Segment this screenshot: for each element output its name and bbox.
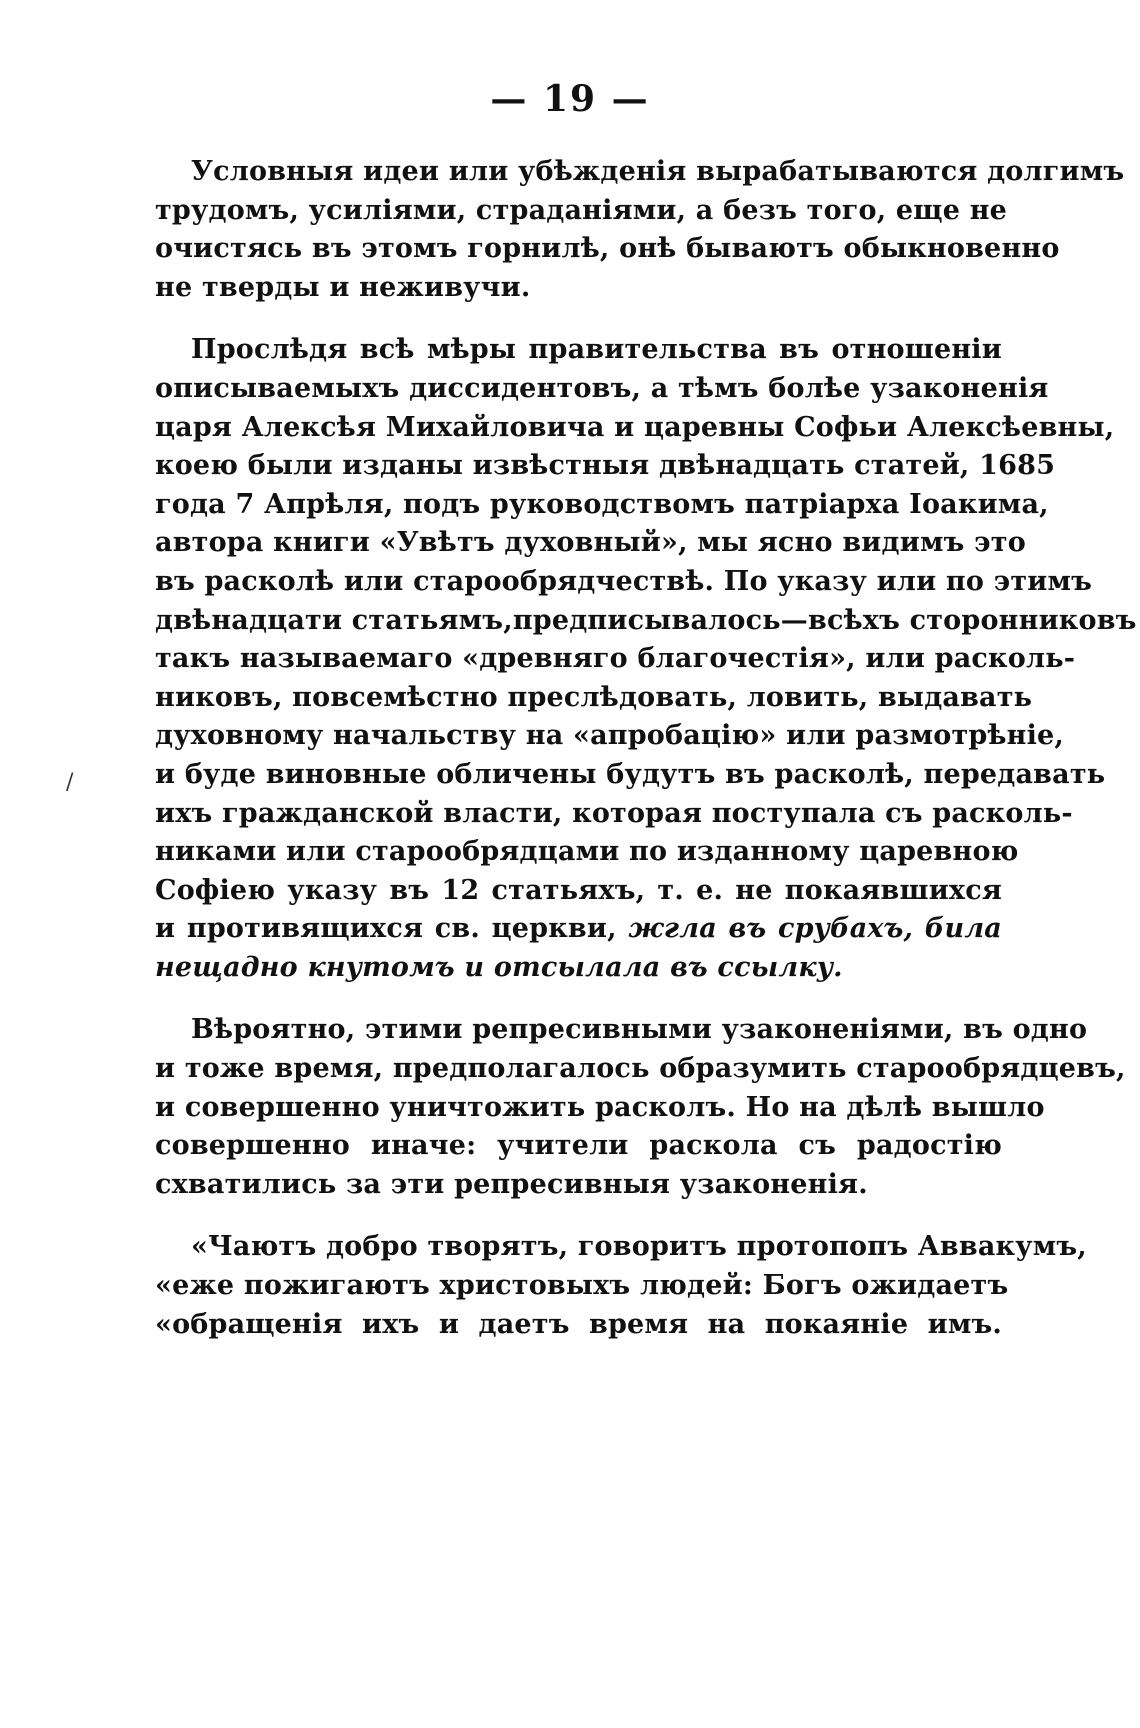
page-number: — 19 — — [490, 78, 650, 120]
text-line: Условныя идеи или убѣжденія вырабатываются долгимъ — [191, 156, 1125, 187]
text-line: очистясь въ этомъ горнилѣ, онѣ бываютъ обыкновенно — [155, 233, 1060, 265]
text-line: трудомъ, усиліями, страданіями, а безъ того, еще не — [155, 194, 1008, 226]
text-line-plain: и противящихся св. церкви, — [155, 913, 617, 945]
text-line: «обращенія ихъ и даетъ время на покаяніе имъ. — [155, 1308, 1002, 1340]
text-block — [155, 153, 1137, 1368]
text-line: царя Алексѣя Михайловича и царевны Софьи Алексѣевны, — [155, 411, 1115, 443]
text-line — [155, 910, 1002, 949]
paragraph-2 — [155, 331, 1137, 987]
text-line-italic: нещадно кнутомъ и отсылала въ ссылку. — [155, 951, 843, 983]
text-line: схватились за эти репресивныя узаконенія. — [155, 1168, 868, 1200]
paragraph-3 — [155, 1011, 1126, 1204]
text-line: не тверды и неживучи. — [155, 271, 531, 303]
text-line: «еже пожигаютъ христовыхъ людей: Богъ ожидаетъ — [155, 1270, 1009, 1302]
text-line: двѣнадцати статьямъ,предписывалось—всѣхъ сторонниковъ — [155, 604, 1137, 636]
text-line: и буде виновные обличены будутъ въ расколѣ, передавать — [155, 758, 1106, 790]
text-line: и тоже время, предполагалось образумить старообрядцевъ, — [155, 1053, 1126, 1085]
text-line: и совершенно уничтожить расколъ. Но на дѣлѣ вышло — [155, 1091, 1045, 1123]
text-line: Вѣроятно, этими репресивными узаконеніями, въ одно — [191, 1014, 1088, 1046]
text-line: духовному начальству на «апробацію» или размотрѣніе, — [155, 720, 1065, 752]
text-line: коею были изданы извѣстныя двѣнадцать статей, 1685 — [155, 450, 1056, 482]
margin-mark: / — [66, 770, 74, 795]
text-line: такъ называемаго «древняго благочестія», или расколь- — [155, 643, 1076, 675]
paragraph-4 — [155, 1228, 1087, 1344]
text-line: описываемыхъ диссидентовъ, а тѣмъ болѣе узаконенія — [155, 372, 1049, 404]
text-line: Прослѣдя всѣ мѣры правительства въ отношеніи — [191, 334, 1002, 366]
text-line: Софіею указу въ 12 статьяхъ, т. е. не покаявшихся — [155, 874, 1002, 906]
text-line: въ расколѣ или старообрядчествѣ. По указу или по этимъ — [155, 565, 1093, 597]
text-line: ихъ гражданской власти, которая поступала съ расколь- — [155, 797, 1073, 829]
text-line: автора книги «Увѣтъ духовный», мы ясно видимъ это — [155, 527, 1026, 559]
text-line-italic: жгла въ срубахъ, била — [628, 913, 1002, 945]
text-line: никами или старообрядцами по изданному царевною — [155, 836, 1019, 868]
text-line: года 7 Апрѣля, подъ руководствомъ патріарха Іоакима, — [155, 488, 1049, 520]
text-line: никовъ, повсемѣстно преслѣдовать, ловить, выдавать — [155, 681, 1033, 713]
text-line: совершенно иначе: учители раскола съ радостію — [155, 1130, 1002, 1162]
text-line: «Чаютъ добро творятъ, говоритъ протопопъ Аввакумъ, — [191, 1231, 1087, 1263]
paragraph-1 — [155, 153, 1125, 307]
